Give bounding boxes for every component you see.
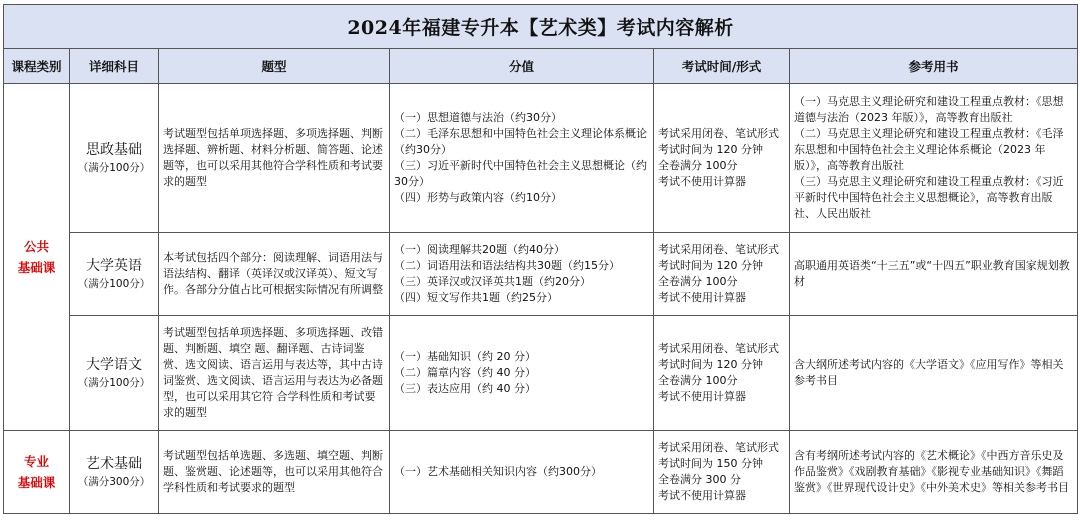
- table-row: [4, 316, 1078, 431]
- page-title: 2024年福建专升本【艺术类】考试内容解析: [4, 5, 1078, 49]
- exam-analysis-table: [3, 4, 1078, 514]
- exam-format-item: 考试不使用计算器: [658, 489, 746, 502]
- score-item: （二）篇章内容（约 40 分）: [394, 366, 536, 379]
- score-item: （一）艺术基础相关知识内容（约300分）: [394, 465, 602, 478]
- header-reference-books: 参考用书: [790, 49, 1078, 84]
- question-types-cell: 考试题型包括单选题、多选题、填空题、判断题、鉴赏题、论述题等，也可以采用其他符合学科性质和考试要求的题型: [159, 431, 390, 514]
- exam-format-item: 考试采用闭卷、笔试形式: [658, 441, 779, 454]
- subject-name: 思政基础: [86, 142, 142, 158]
- subject-full-score: （满分100分）: [77, 377, 151, 389]
- category-public-line1: 公共: [23, 239, 49, 254]
- score-item: （二）词语用法和语法结构共30题（约15分）: [394, 259, 620, 272]
- category-major: [4, 431, 70, 514]
- category-public-line2: 基础课: [17, 260, 56, 275]
- exam-format-item: 考试时间为 120 分钟: [658, 358, 763, 371]
- reference-books-cell: 含有考纲所述考试内容的《艺术概论》《中西方音乐史及作品鉴赏》《戏剧教育基础》《影视专业基础知识》《舞蹈鉴赏》《世界现代设计史》《中外美术史》等相关参考书目: [790, 431, 1078, 514]
- category-major-line1: 专业: [23, 454, 49, 469]
- reference-books-cell: 高职通用英语类“十三五”或“十四五”职业教育国家规划教材: [790, 233, 1078, 316]
- score-item: （四）形势与政策内容（约10分）: [394, 191, 562, 204]
- scores-cell: [390, 431, 654, 514]
- subject-name: 大学英语: [86, 258, 142, 274]
- exam-format-item: 全卷满分 300 分: [658, 473, 741, 486]
- exam-format-item: 全卷满分 100分: [658, 275, 738, 288]
- exam-format-item: 全卷满分 100分: [658, 374, 738, 387]
- score-item: （三）习近平新时代中国特色社会主义思想概论（约30分）: [394, 159, 647, 188]
- subject-full-score: （满分300分）: [77, 476, 151, 488]
- exam-format-item: 考试时间为 120 分钟: [658, 143, 763, 156]
- category-major-line2: 基础课: [17, 475, 56, 490]
- header-subject: 详细科目: [70, 49, 159, 84]
- score-item: （三）表达应用（约 40 分）: [394, 382, 536, 395]
- exam-format-cell: [654, 316, 790, 431]
- subject-full-score: （满分100分）: [77, 278, 151, 290]
- score-item: （三）英译汉或汉译英共1题（约20分）: [394, 275, 591, 288]
- score-item: （二）毛泽东思想和中国特色社会主义理论体系概论（约30分）: [394, 127, 647, 156]
- subject-name: 艺术基础: [86, 456, 142, 472]
- exam-format-cell: [654, 431, 790, 514]
- exam-format-item: 考试时间为 120 分钟: [658, 259, 763, 272]
- table-row: [4, 431, 1078, 514]
- subject-full-score: （满分100分）: [77, 162, 151, 174]
- score-item: （四）短文写作共1题（约25分）: [394, 291, 558, 304]
- category-public: [4, 84, 70, 431]
- question-types-cell: 本考试包括四个部分：阅读理解、词语用法与语法结构、翻译（英译汉或汉译英）、短文写作。各部分分值占比可根据实际情况有所调整: [159, 233, 390, 316]
- question-types-cell: 考试题型包括单项选择题、多项选择题、改错题、判断题、填空 题、翻译题、古诗词鉴赏、选文阅读、语言运用与表达等，其中古诗 词鉴赏、选文阅读、语言运用与表达为必备题型，也可以采用其它符 合学科性质和考试要求的题型: [159, 316, 390, 431]
- score-item: （一）思想道德与法治（约30分）: [394, 111, 562, 124]
- exam-analysis-table-wrapper: [3, 4, 1077, 514]
- header-exam-format: 考试时间/形式: [654, 49, 790, 84]
- header-row: [4, 49, 1078, 84]
- question-types-cell: 考试题型包括单项选择题、多项选择题、判断选择题、辨析题、材料分析题、简答题、论述题等，也可以采用其他符合学科性质和考试要求的题型: [159, 84, 390, 233]
- exam-format-cell: [654, 84, 790, 233]
- exam-format-cell: [654, 233, 790, 316]
- subject-cell: [70, 84, 159, 233]
- header-scores: 分值: [390, 49, 654, 84]
- exam-format-item: 考试时间为 150 分钟: [658, 457, 763, 470]
- exam-format-item: 考试采用闭卷、笔试形式: [658, 342, 779, 355]
- scores-cell: [390, 316, 654, 431]
- scores-cell: [390, 233, 654, 316]
- exam-format-item: 考试不使用计算器: [658, 175, 746, 188]
- scores-cell: [390, 84, 654, 233]
- table-row: [4, 84, 1078, 233]
- exam-format-item: 考试不使用计算器: [658, 390, 746, 403]
- exam-format-item: 考试采用闭卷、笔试形式: [658, 127, 779, 140]
- score-item: （一）阅读理解共20题（约40分）: [394, 243, 565, 256]
- table-row: [4, 233, 1078, 316]
- reference-books-cell: 含大纲所述考试内容的《大学语文》《应用写作》等相关参考书目: [790, 316, 1078, 431]
- subject-cell: [70, 431, 159, 514]
- header-category: 课程类别: [4, 49, 70, 84]
- reference-books-cell: （一）马克思主义理论研究和建设工程重点教材：《思想道德与法治（2023 年版）》，高等教育出版社 （二）马克思主义理论研究和建设工程重点教材：《毛泽东思想和中国特色社会主义理论体系概论（2023 年版）》，高等教育出版社 （三）马克思主义理论研究和建设工程重点教材：《习近平新时代中国特色社会主义思想概论》，高等教育出版社、人民出版社: [790, 84, 1078, 233]
- subject-cell: [70, 233, 159, 316]
- score-item: （一）基础知识（约 20 分）: [394, 350, 536, 363]
- exam-format-item: 考试采用闭卷、笔试形式: [658, 243, 779, 256]
- exam-format-item: 考试不使用计算器: [658, 291, 746, 304]
- exam-format-item: 全卷满分 100分: [658, 159, 738, 172]
- header-question-types: 题型: [159, 49, 390, 84]
- subject-cell: [70, 316, 159, 431]
- subject-name: 大学语文: [86, 357, 142, 373]
